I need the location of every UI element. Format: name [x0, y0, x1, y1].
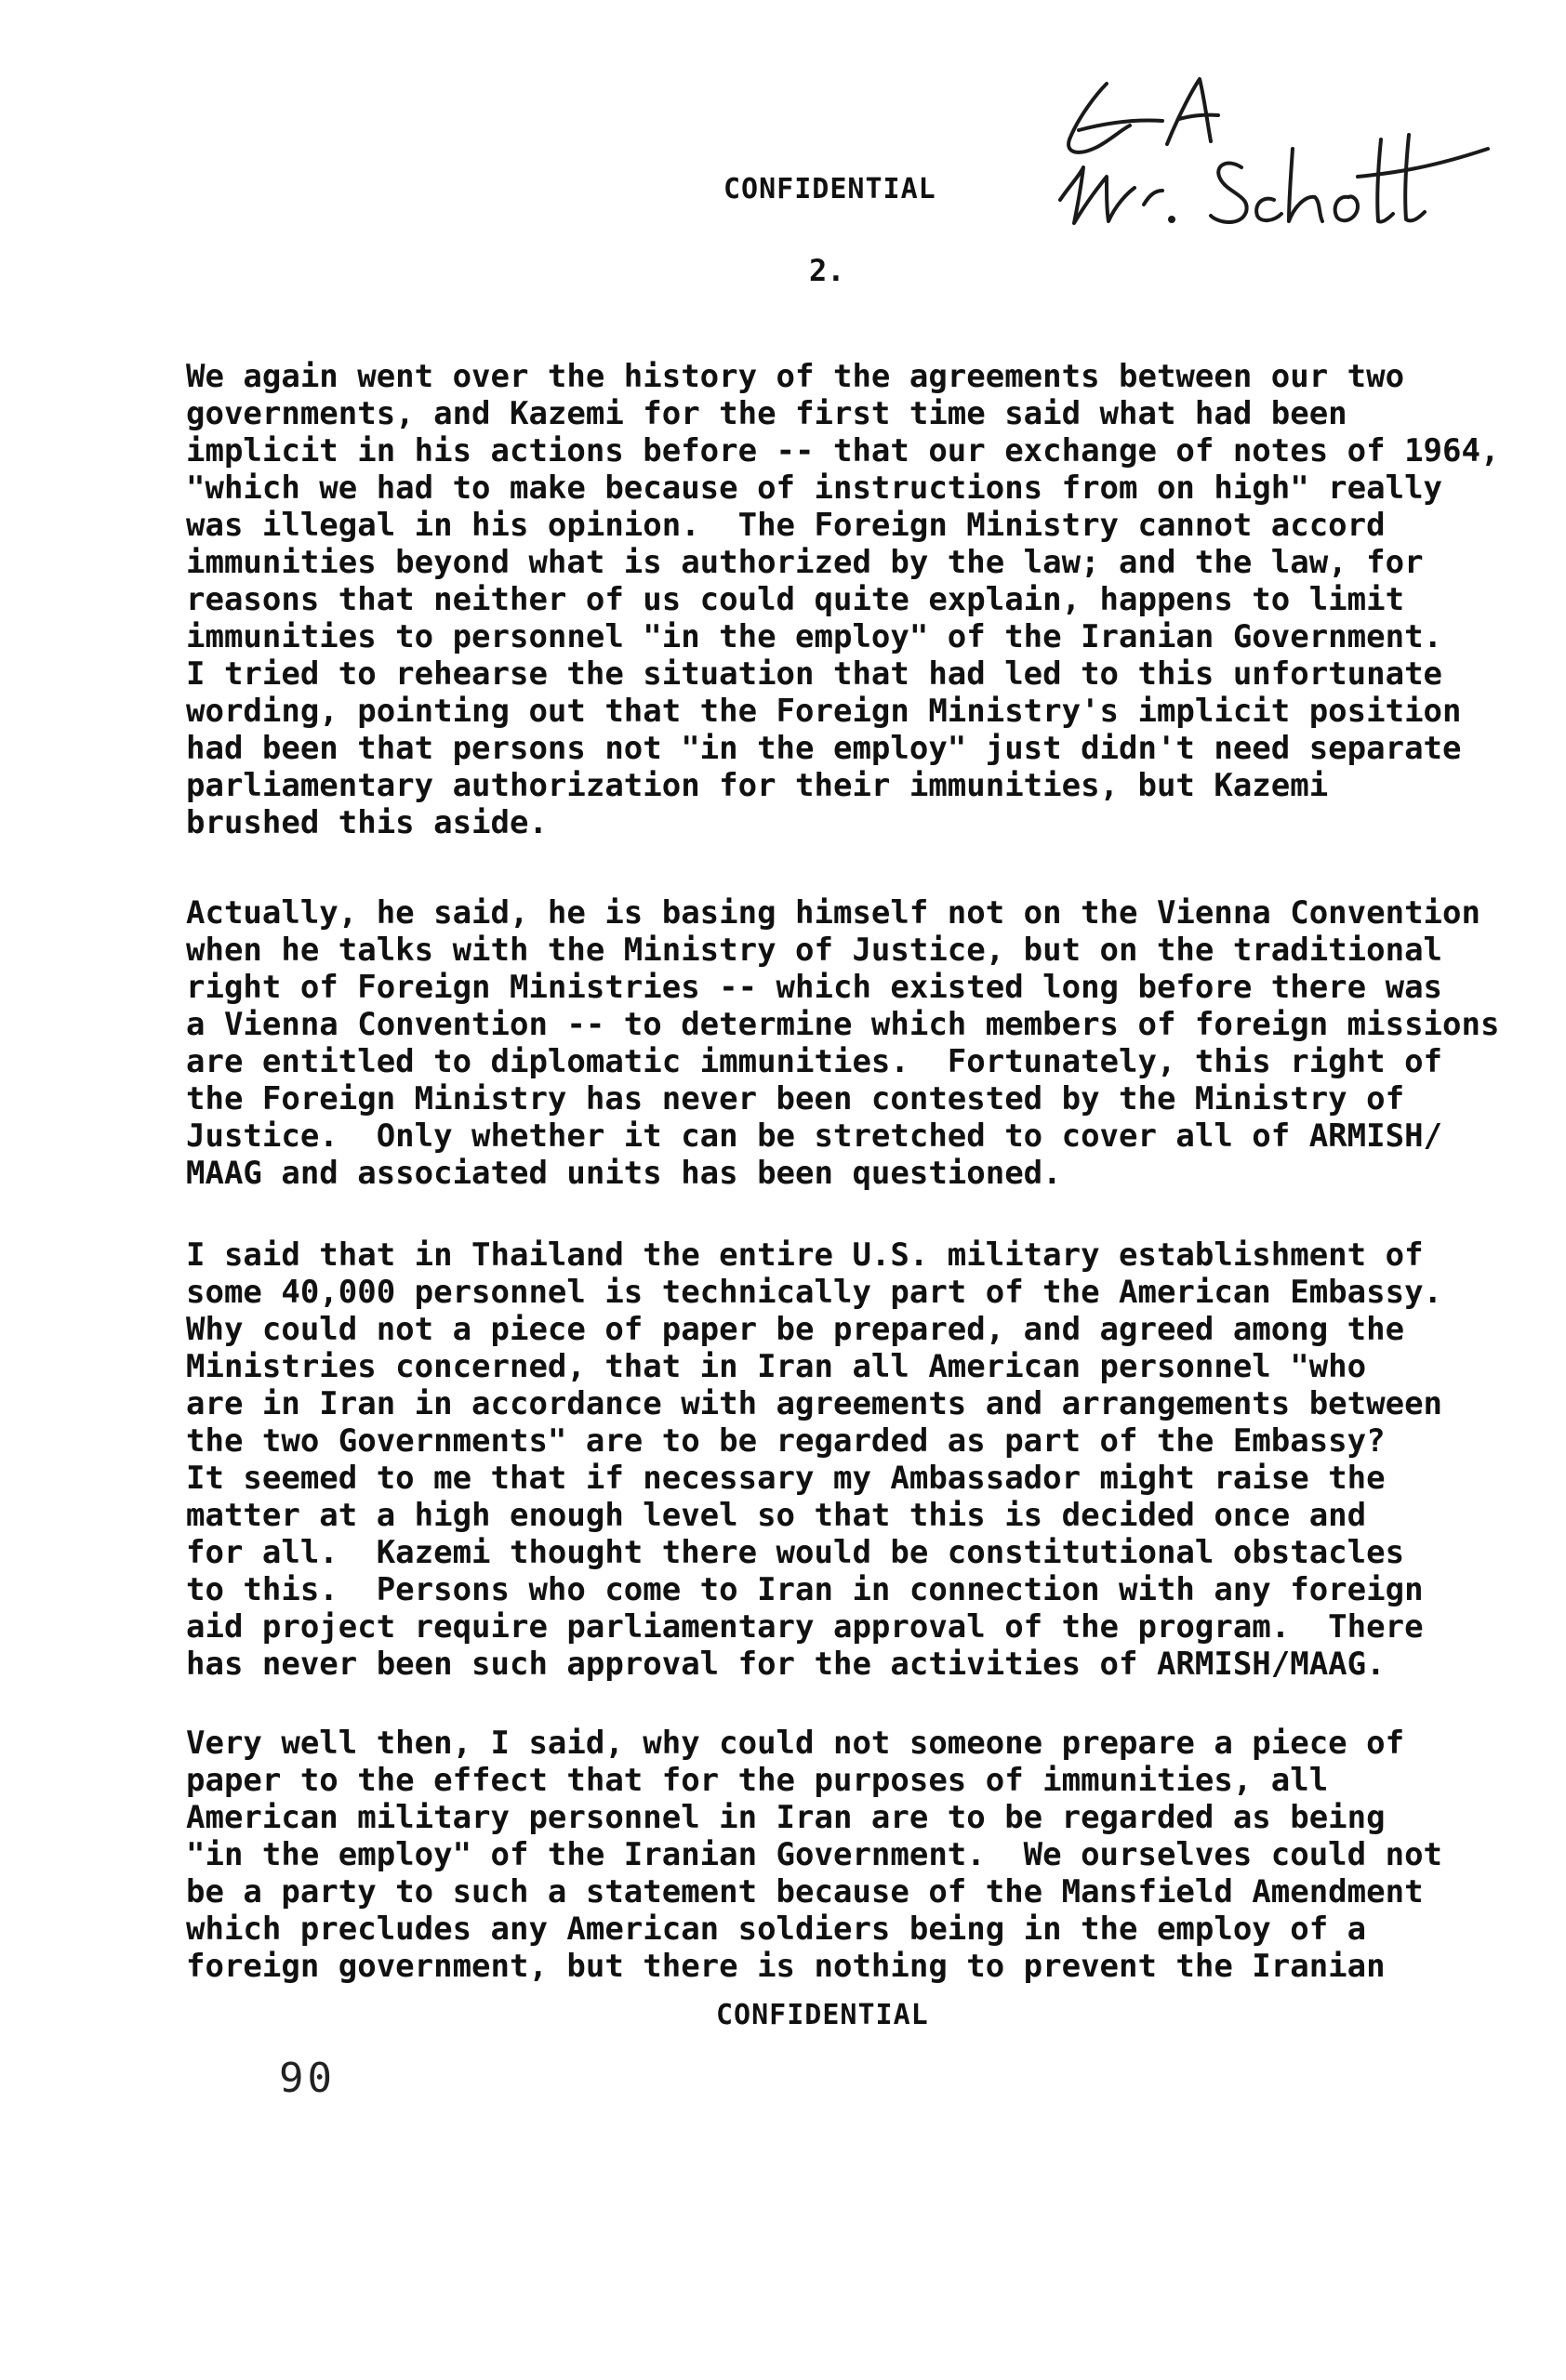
paragraph-line: "which we had to make because of instructions from on high" really	[186, 469, 1443, 507]
paragraph-line: had been that persons not "in the employ" just didn't need separate	[186, 730, 1462, 767]
paragraph-line: for all. Kazemi thought there would be constitutional obstacles	[186, 1534, 1405, 1571]
paragraph-3	[186, 1236, 1497, 1683]
paragraph-line: We again went over the history of the agreements between our two	[186, 358, 1405, 395]
paragraph-line: has never been such approval for the activities of ARMISH/MAAG.	[186, 1646, 1386, 1683]
paragraph-line: to this. Persons who come to Iran in connection with any foreign	[186, 1571, 1424, 1608]
paragraph-line: governments, and Kazemi for the first time said what had been	[186, 395, 1347, 432]
paragraph-line: paper to the effect that for the purposes of immunities, all	[186, 1762, 1329, 1799]
paragraph-line: when he talks with the Ministry of Justice, but on the traditional	[186, 932, 1443, 969]
footer-classification: CONFIDENTIAL	[716, 1999, 929, 2031]
paragraph-line: Very well then, I said, why could not someone prepare a piece of	[186, 1725, 1405, 1762]
paragraph-line: right of Foreign Ministries -- which existed long before there was	[186, 969, 1443, 1006]
paragraph-line: "in the employ" of the Iranian Government. We ourselves could not	[186, 1836, 1443, 1873]
paragraph-line: be a party to such a statement because of the Mansfield Amendment	[186, 1873, 1424, 1911]
paragraph-line: a Vienna Convention -- to determine which members of foreign missions	[186, 1006, 1500, 1043]
paragraph-line: some 40,000 personnel is technically part of the American Embassy.	[186, 1274, 1443, 1311]
paragraph-line: American military personnel in Iran are to be regarded as being	[186, 1799, 1386, 1836]
paragraph-line: wording, pointing out that the Foreign Ministry's implicit position	[186, 693, 1462, 730]
paragraph-line: It seemed to me that if necessary my Ambassador might raise the	[186, 1460, 1386, 1497]
paragraph-line: implicit in his actions before -- that our exchange of notes of 1964,	[186, 432, 1500, 469]
signature-drawing	[1042, 37, 1525, 251]
paragraph-line: are in Iran in accordance with agreements and arrangements between	[186, 1385, 1443, 1422]
paragraph-4	[186, 1725, 1497, 1985]
paragraph-line: immunities to personnel "in the employ" of the Iranian Government.	[186, 618, 1443, 655]
paragraph-line: was illegal in his opinion. The Foreign Ministry cannot accord	[186, 507, 1386, 544]
archive-page-number: 90	[279, 2055, 336, 2102]
paragraph-line: Justice. Only whether it can be stretched to cover all of ARMISH/	[186, 1117, 1443, 1155]
paragraph-line: the Foreign Ministry has never been contested by the Ministry of	[186, 1080, 1405, 1117]
paragraph-line: matter at a high enough level so that this is decided once and	[186, 1497, 1367, 1534]
paragraph-line: I said that in Thailand the entire U.S. military establishment of	[186, 1236, 1424, 1274]
paragraph-line: brushed this aside.	[186, 804, 548, 841]
handwritten-signature	[1042, 37, 1525, 251]
page-number: 2.	[809, 253, 845, 288]
paragraph-line: parliamentary authorization for their immunities, but Kazemi	[186, 767, 1329, 804]
paragraph-line: the two Governments" are to be regarded as part of the Embassy?	[186, 1422, 1386, 1460]
paragraph-line: Why could not a piece of paper be prepared, and agreed among the	[186, 1311, 1405, 1348]
paragraph-line: foreign government, but there is nothing to prevent the Iranian	[186, 1948, 1386, 1985]
paragraph-1	[186, 358, 1500, 841]
paragraph-line: immunities beyond what is authorized by the law; and the law, for	[186, 544, 1424, 581]
paragraph-line: MAAG and associated units has been questioned.	[186, 1155, 1062, 1192]
header-classification: CONFIDENTIAL	[723, 173, 936, 205]
paragraph-line: Ministries concerned, that in Iran all American personnel "who	[186, 1348, 1367, 1385]
paragraph-line: which precludes any American soldiers being in the employ of a	[186, 1911, 1367, 1948]
paragraph-line: reasons that neither of us could quite explain, happens to limit	[186, 581, 1405, 618]
paragraph-line: aid project require parliamentary approval of the program. There	[186, 1608, 1424, 1646]
paragraph-line: I tried to rehearse the situation that had led to this unfortunate	[186, 655, 1443, 693]
paragraph-line: are entitled to diplomatic immunities. Fortunately, this right of	[186, 1043, 1443, 1080]
paragraph-line: Actually, he said, he is basing himself not on the Vienna Convention	[186, 894, 1480, 932]
paragraph-2	[186, 894, 1500, 1192]
